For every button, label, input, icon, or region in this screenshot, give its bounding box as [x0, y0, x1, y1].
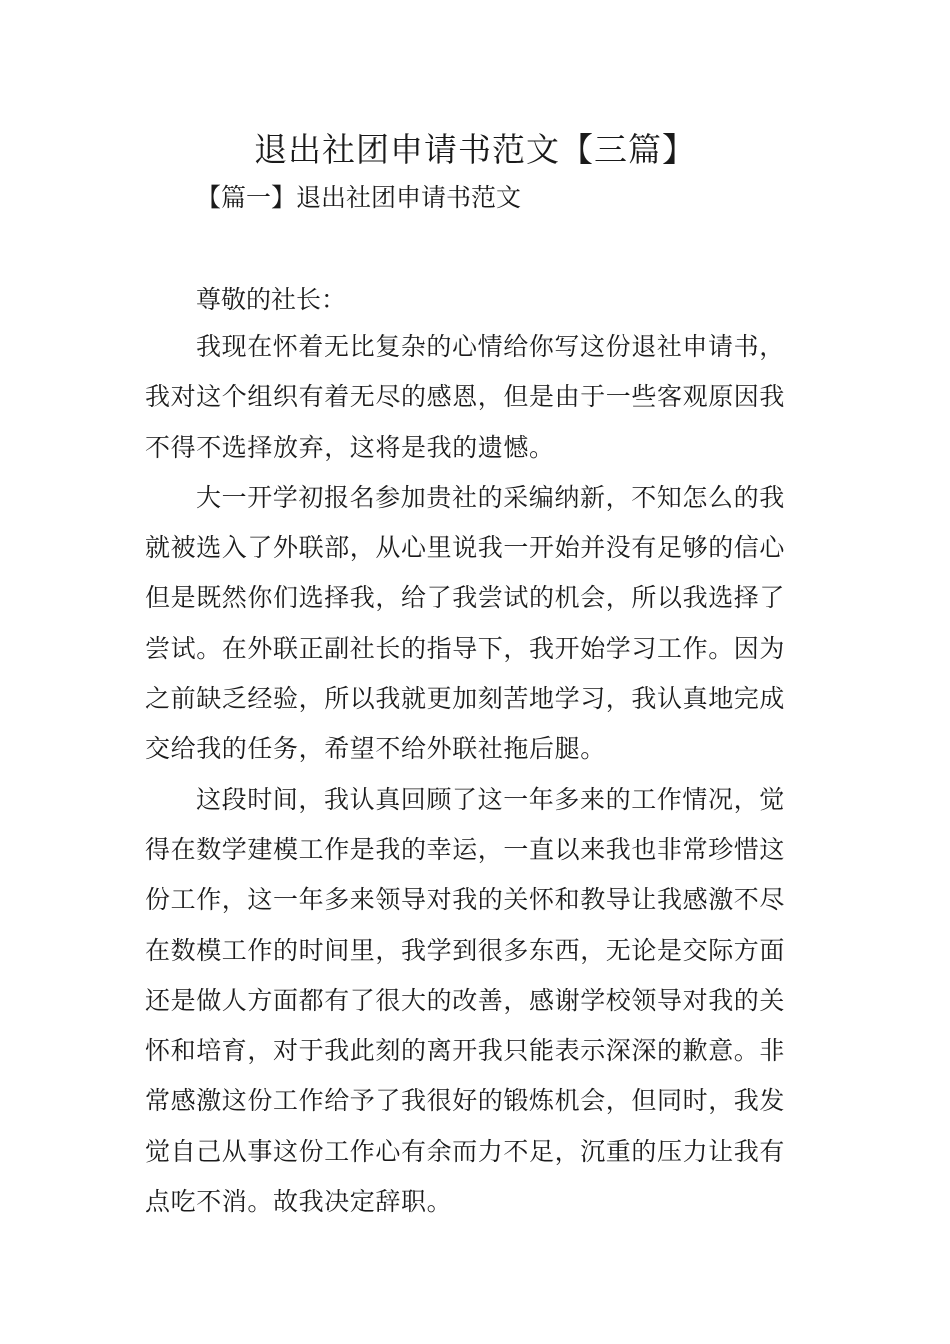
paragraph-line: 常感激这份工作给予了我很好的锻炼机会，但同时，我发: [145, 1086, 786, 1116]
paragraph-line: 得在数学建模工作是我的幸运，一直以来我也非常珍惜这: [145, 834, 786, 864]
paragraph-line: 还是做人方面都有了很大的改善，感谢学校领导对我的关: [145, 985, 786, 1015]
section-heading: 【篇一】退出社团申请书范文: [196, 183, 522, 212]
paragraph-line: 大一开学初报名参加贵社的采编纳新，不知怎么的我: [196, 482, 785, 512]
paragraph-line: 我对这个组织有着无尽的感恩，但是由于一些客观原因我: [145, 382, 786, 412]
letter-body: [145, 322, 825, 1227]
salutation: 尊敬的社长：: [196, 285, 347, 314]
paragraph-line: 但是既然你们选择我，给了我尝试的机会，所以我选择了: [145, 583, 786, 613]
paragraph-line: 交给我的任务，希望不给外联社拖后腿。: [145, 734, 606, 764]
paragraph-line: 就被选入了外联部，从心里说我一开始并没有足够的信心: [145, 533, 786, 563]
paragraph-line: 不得不选择放弃，这将是我的遗憾。: [145, 432, 555, 462]
paragraph-line: 我现在怀着无比复杂的心情给你写这份退社申请书，: [196, 332, 785, 361]
paragraph-line: 这段时间，我认真回顾了这一年多来的工作情况，觉: [196, 784, 785, 814]
paragraph-line: 在数模工作的时间里，我学到很多东西，无论是交际方面: [145, 935, 786, 965]
document-title: 退出社团申请书范文【三篇】: [254, 130, 696, 169]
paragraph-line: 怀和培育，对于我此刻的离开我只能表示深深的歉意。非: [145, 1036, 786, 1066]
paragraph-line: 之前缺乏经验，所以我就更加刻苦地学习，我认真地完成: [145, 684, 786, 714]
paragraph-line: 点吃不消。故我决定辞职。: [145, 1187, 453, 1217]
paragraph-line: 尝试。在外联正副社长的指导下，我开始学习工作。因为: [145, 633, 786, 663]
paragraph-line: 觉自己从事这份工作心有余而力不足，沉重的压力让我有: [145, 1136, 786, 1166]
paragraph-line: 份工作，这一年多来领导对我的关怀和教导让我感激不尽: [145, 885, 786, 915]
